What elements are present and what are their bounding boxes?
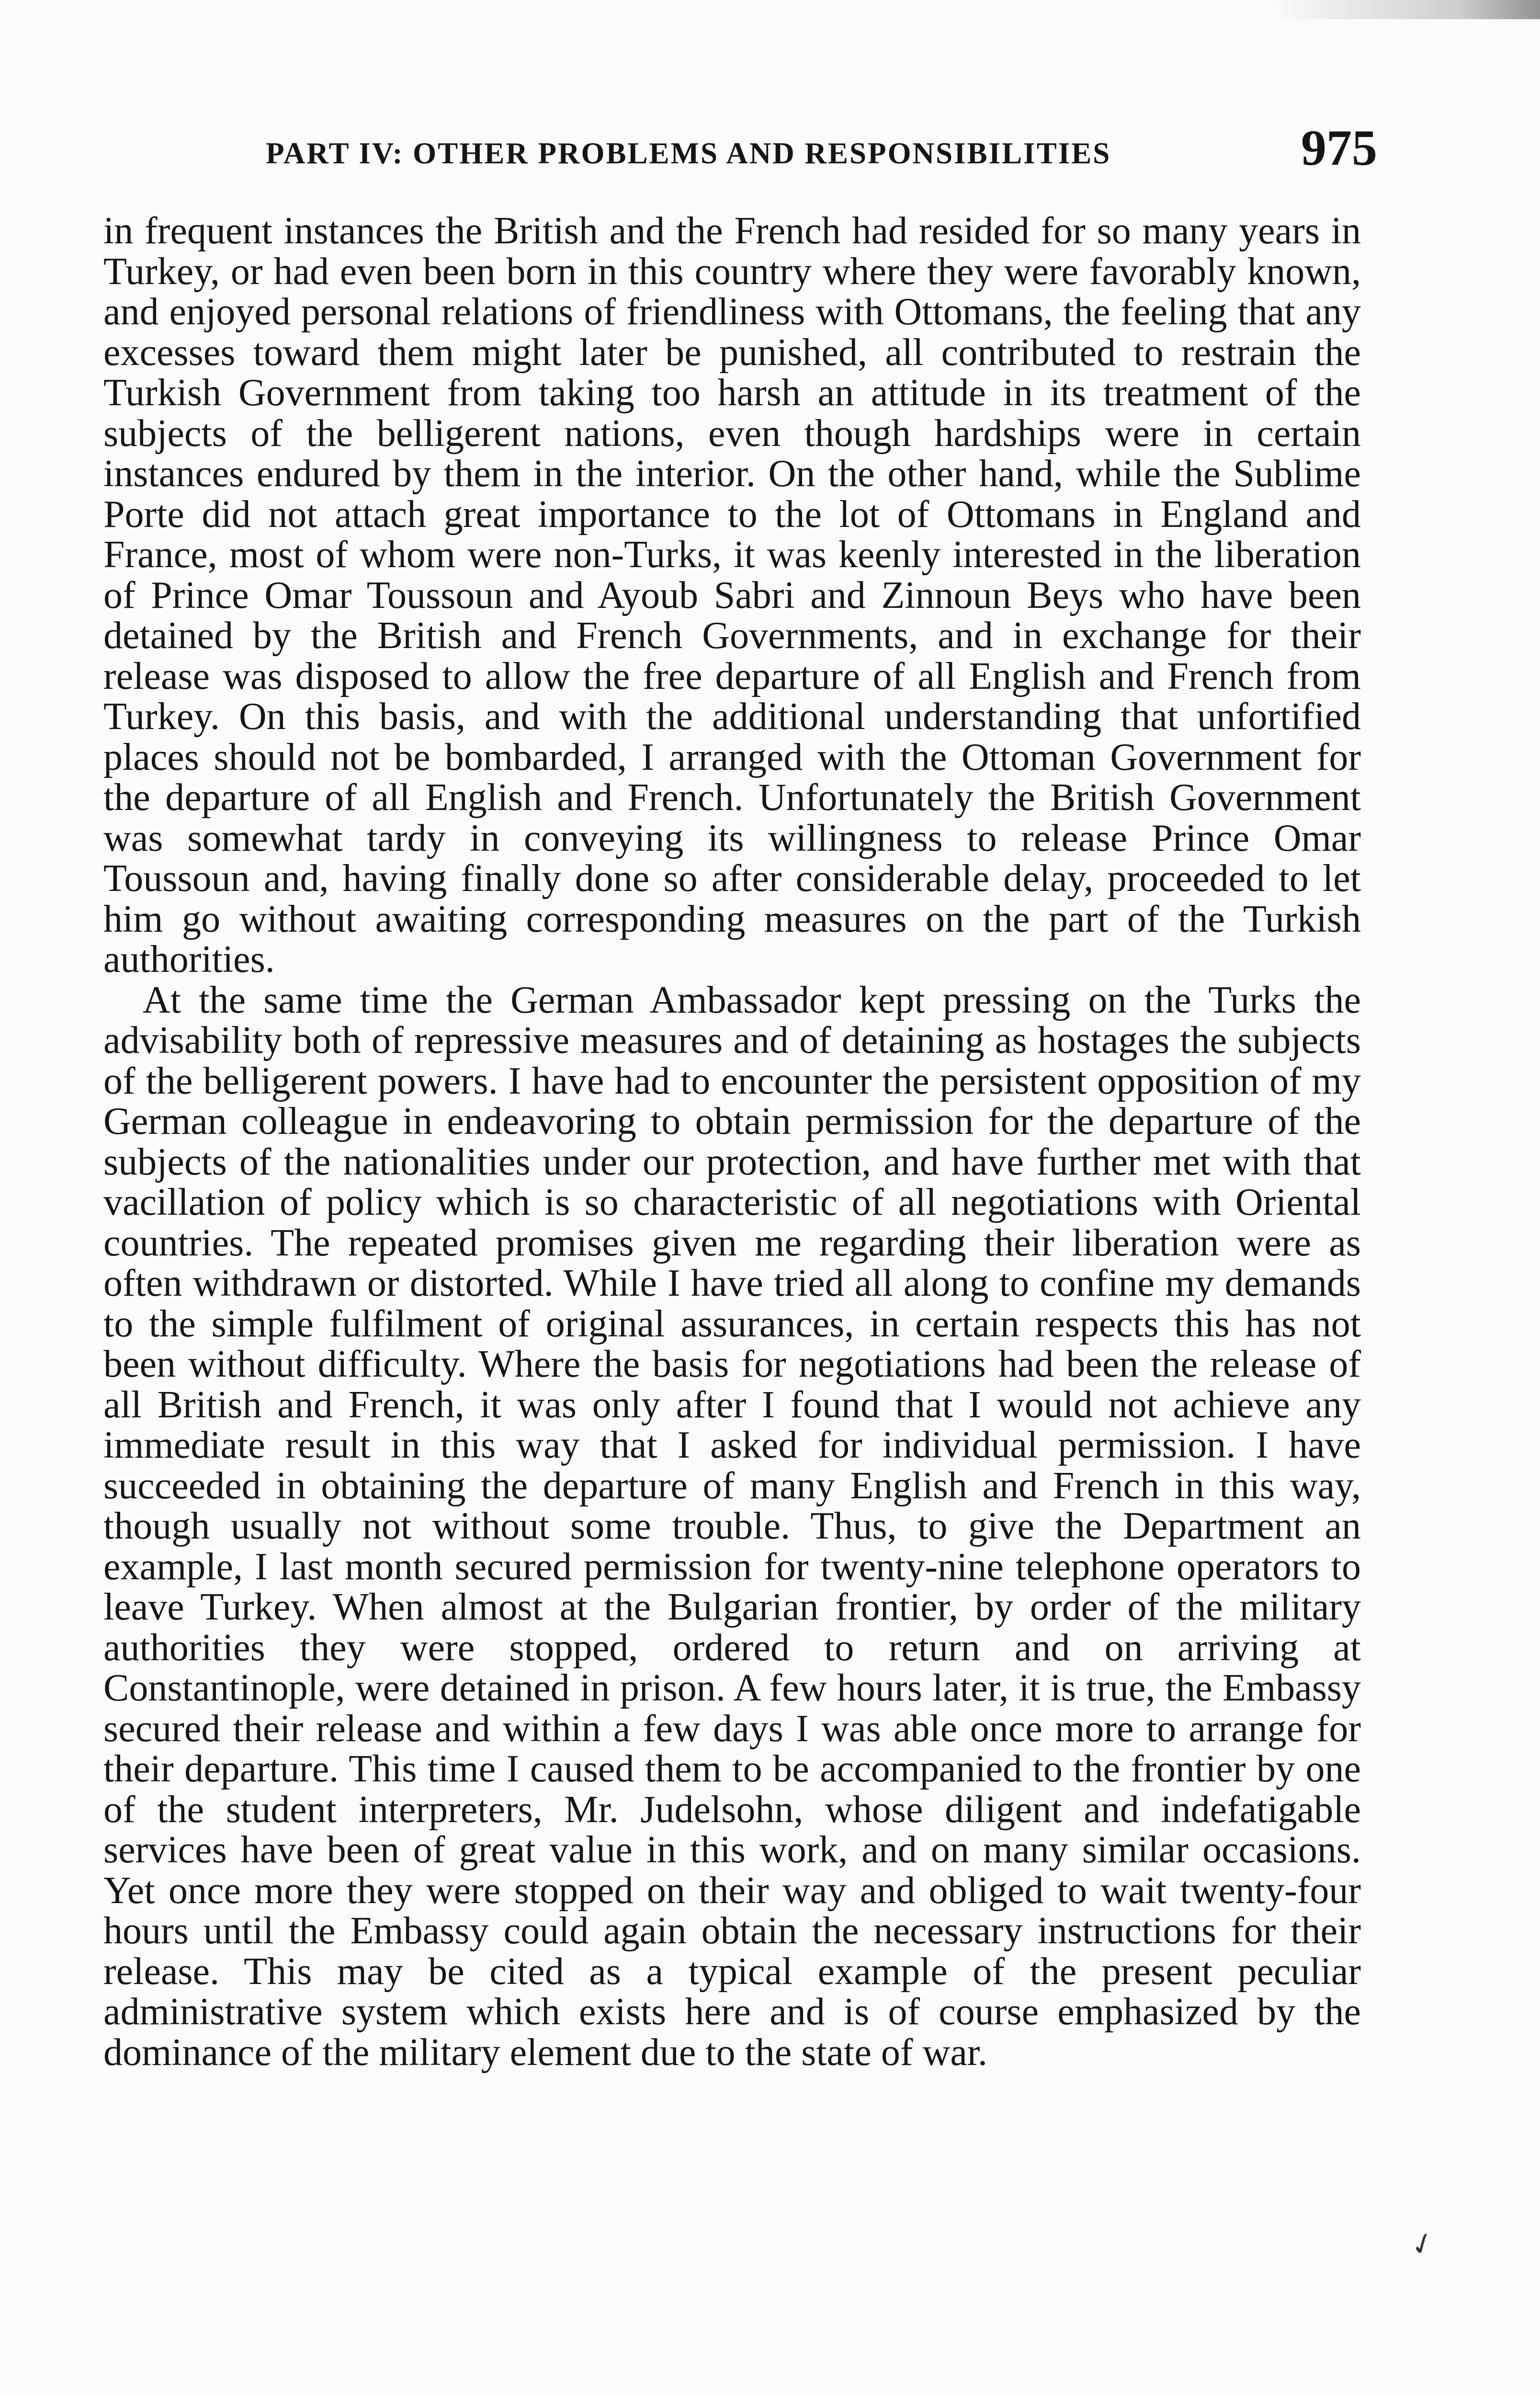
handwritten-check-mark: ✓ — [1405, 2225, 1440, 2264]
page-number: 975 — [1301, 120, 1377, 176]
paragraph-german-ambassador: At the same time the German Ambassador kept pressing on the Turks the advisability both of repressive measures and of detaining as hostages the subjects of the belligerent powers. I have had to encounter the persistent opposition of my German colleague in endeavoring to obtain permission for the departure of the subjects of the nationalities under our protection, and have further met with that vacillation of policy which is so characteristic of all negotiations with Oriental countries. The repeated promises given me regarding their liberation were as often withdrawn or distorted. While I have tried all along to confine my demands to the simple fulfilment of original assurances, in certain respects this has not been without difficulty. Where the basis for negotiations had been the release of all British and French, it was only after I found that I would not achieve any immediate result in this way that I asked for individual permission. I have succeeded in obtaining the departure of many English and French in this way, though usually not without some trouble. Thus, to give the Department an example, I last month secured permission for twenty-nine telephone operators to leave Turkey. When almost at the Bulgarian frontier, by order of the military authorities they were stopped, ordered to return and on arriving at Constantinople, were detained in prison. A few hours later, it is true, the Embassy secured their release and within a few days I was able once more to arrange for their departure. This time I caused them to be accompanied to the frontier by one of the student interpreters, Mr. Judelsohn, whose diligent and indefatigable services have been of great value in this work, and on many similar occasions. Yet once more they were stopped on their way and obliged to wait twenty-four hours until the Embassy could again obtain the necessary instructions for their release. This may be cited as a typical example of the present peculiar administrative system which exists here and is of course emphasized by the dominance of the military element due to the state of war. — [103, 979, 1361, 2074]
scan-edge-shadow — [1272, 0, 1540, 19]
running-title: PART IV: OTHER PROBLEMS AND RESPONSIBILITIES — [266, 137, 1111, 170]
body-text — [103, 211, 1361, 2073]
paragraph-continued: in frequent instances the British and the French had resided for so many years in Turkey, or had even been born in this country where they were favorably known, and enjoyed personal relations of friendliness with Ottomans, the feeling that any excesses toward them might later be punished, all contributed to restrain the Turkish Government from taking too harsh an attitude in its treatment of the subjects of the belligerent nations, even though hardships were in certain instances endured by them in the interior. On the other hand, while the Sublime Porte did not attach great importance to the lot of Ottomans in England and France, most of whom were non-Turks, it was keenly interested in the liberation of Prince Omar Toussoun and Ayoub Sabri and Zinnoun Beys who have been detained by the British and French Governments, and in exchange for their release was disposed to allow the free departure of all English and French from Turkey. On this basis, and with the additional understanding that unfortified places should not be bombarded, I arranged with the Ottoman Government for the departure of all English and French. Unfortunately the British Government was somewhat tardy in conveying its willingness to release Prince Omar Toussoun and, having finally done so after considerable delay, proceeded to let him go without awaiting corresponding measures on the part of the Turkish authorities. — [103, 210, 1361, 981]
running-header — [96, 120, 1377, 176]
